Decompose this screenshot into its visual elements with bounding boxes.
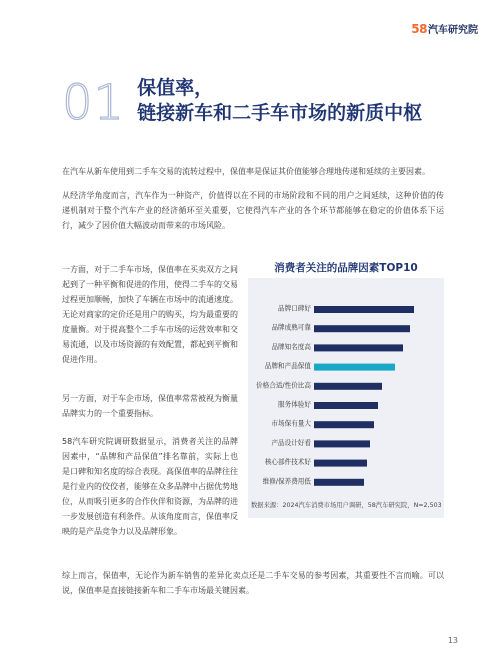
chart-category-label: 市场保有量大: [271, 419, 311, 428]
brand-number: 58: [411, 21, 427, 36]
chart-category-label: 核心部件技术好: [264, 458, 311, 467]
chart-category-label: 产品设计好看: [271, 438, 311, 447]
chart-category-label: 品牌和产品保值: [264, 362, 311, 371]
automaker-paragraph: 另一方面，对于车企市场，保值率常常被视为衡量品牌实力的一个重要指标。: [62, 394, 238, 418]
chart-category-label: 价格合适/性价比高: [256, 381, 311, 390]
chart-category-label: 品牌口碑好: [278, 304, 311, 313]
chart-bar: [314, 383, 382, 390]
chart-bar: [314, 344, 403, 351]
chart-title: 消费者关注的品牌因素TOP10: [274, 262, 418, 274]
chapter-header: [62, 75, 423, 131]
chart-bar: [314, 479, 364, 486]
brand-logo: [411, 21, 478, 36]
chart-category-label: 品牌成熟可靠: [271, 323, 311, 332]
chart-category-label: 服务体验好: [278, 400, 311, 409]
chart-bar: [314, 306, 414, 313]
chart-category-label: 品牌知名度高: [271, 342, 311, 351]
economics-paragraph: 从经济学角度而言，汽车作为一种资产，价值得以在不同的市场阶段和不同的用户之间延续，这种价值的传递机制对于整个汽车产业的经济循环至关重要，它使得汽车产业的各个环节都能够在稳定的价值体系下运行，减少了因价值大幅波动而带来的市场风险。: [62, 191, 444, 230]
chapter-title: [137, 76, 422, 126]
chart-bar: [314, 402, 378, 409]
chapter-number: 01: [62, 75, 126, 131]
chart-bar: [314, 421, 374, 428]
used-car-market-paragraph: 一方面，对于二手车市场，保值率在买卖双方之间起到了一种平衡和促进的作用，使得二手车的交易过程更加顺畅，加快了车辆在市场中的流通速度。无论对商家的定价还是用户的购买，均为最重要的度量衡。对于提高整个二手车市场的运营效率和交易流通，以及市场资源的有效配置，都起到平衡和促进作用。: [62, 265, 238, 364]
chart-category-label: 维修/保养费用低: [262, 477, 311, 486]
chart-source: 数据来源：2024汽车消费市场用户调研，58汽车研究院，N=2,503: [251, 502, 442, 509]
chart-bar: [314, 440, 370, 447]
survey-paragraph: 58汽车研究院调研数据显示，消费者关注的品牌因素中，“品牌和产品保值”排名靠前，实际上也是口碑和知名度的综合表现。高保值率的品牌往往是行业内的佼佼者，能够在众多品牌中占据优势地位，从而吸引更多的合作伙伴和资源，为品牌的进一步发展创造有利条件。从该角度而言，保值率反映的是产品竞争力以及品牌形象。: [62, 437, 238, 536]
chart-bar: [314, 460, 367, 467]
chart-bar: [314, 325, 410, 332]
chapter-title-line2: 链接新车和二手车市场的新质中枢: [137, 102, 423, 124]
conclusion-paragraph: 综上而言，保值率，无论作为新车销售的差异化卖点还是二手车交易的参考因素，其重要性不言而喻。可以说，保值率是直接链接新车和二手车市场最关键因素。: [62, 571, 444, 595]
intro-paragraph: 在汽车从新车使用到二手车交易的流转过程中，保值率是保证其价值能够合理地传递和延续的主要因素。: [62, 167, 430, 176]
chart-bar: [314, 364, 395, 371]
page-number: 13: [447, 636, 458, 645]
chapter-title-line1: 保值率，: [137, 77, 214, 99]
brand-factors-chart: [248, 260, 444, 518]
chart-plot: [248, 278, 444, 518]
brand-text: 汽车研究院: [428, 25, 478, 36]
